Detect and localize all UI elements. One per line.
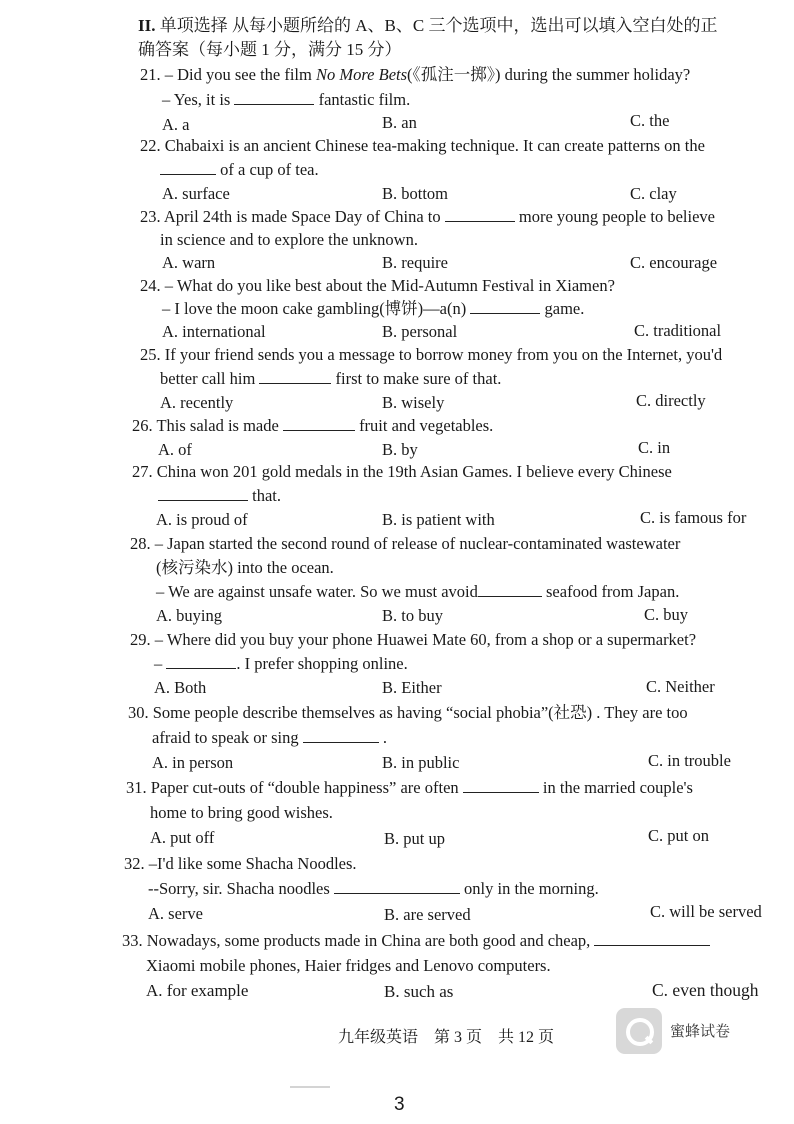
question-30-cont: afraid to speak or sing .: [152, 728, 387, 747]
option-b: B. in public: [382, 753, 460, 772]
answer-blank: [259, 369, 331, 384]
option-a: A. of: [158, 440, 192, 459]
option-c: C. the: [630, 111, 670, 130]
question-30: 30. Some people describe themselves as having “social phobia”(社恐) . They are too: [128, 703, 688, 722]
question-24: 24. – What do you like best about the Mid-Autumn Festival in Xiamen?: [140, 276, 615, 295]
question-29-answer-line: – . I prefer shopping online.: [154, 654, 408, 673]
option-b: B. are served: [384, 905, 471, 924]
question-24-answer-line: – I love the moon cake gambling(博饼)—a(n) game.: [162, 299, 585, 318]
option-a: A. serve: [148, 904, 203, 923]
answer-blank: [283, 416, 355, 431]
answer-blank: [334, 879, 460, 894]
footer-subject: 九年级英语: [338, 1029, 419, 1046]
answer-blank: [445, 207, 515, 222]
option-a: A. in person: [152, 753, 234, 772]
section-instruction-cont: 确答案（每小题 1 分，满分 15 分）: [138, 40, 402, 59]
option-b: B. to buy: [382, 606, 443, 625]
option-c: C. put on: [648, 826, 709, 845]
page-number: 3: [394, 1094, 405, 1115]
option-c: C. will be served: [650, 902, 762, 921]
question-23: 23. April 24th is made Space Day of China to more young people to believe: [140, 207, 715, 226]
answer-blank: [594, 931, 710, 946]
question-21-answer-line: – Yes, it is fantastic film.: [162, 90, 411, 109]
answer-blank: [158, 486, 248, 501]
option-c: C. clay: [630, 184, 677, 203]
option-c: C. is famous for: [640, 508, 747, 527]
answer-blank: [303, 728, 379, 743]
question-31-cont: home to bring good wishes.: [150, 803, 333, 822]
option-b: B. is patient with: [382, 510, 495, 529]
question-31: 31. Paper cut-outs of “double happiness” are often in the married couple's: [126, 778, 693, 797]
section-title: [138, 14, 778, 62]
option-c: C. buy: [644, 605, 689, 624]
option-c: C. even though: [652, 980, 759, 1000]
question-27-cont: that.: [158, 484, 281, 507]
footer-total: 共 12 页: [498, 1029, 555, 1046]
option-a: A. for example: [146, 981, 249, 1000]
question-32-answer-line: --Sorry, sir. Shacha noodles only in the morning.: [148, 879, 599, 898]
answer-blank: [478, 582, 542, 597]
answer-blank: [234, 90, 314, 105]
option-a: A. surface: [162, 184, 230, 203]
page-footer: [338, 1024, 566, 1047]
question-23-cont: in science and to explore the unknown.: [160, 230, 418, 249]
question-26: 26. This salad is made fruit and vegetables.: [132, 416, 494, 435]
question-33: 33. Nowadays, some products made in China are both good and cheap,: [122, 929, 710, 952]
option-a: A. a: [162, 115, 190, 134]
option-a: A. put off: [150, 828, 215, 847]
option-a: A. warn: [162, 253, 216, 272]
option-b: B. require: [382, 253, 448, 272]
question-29: 29. – Where did you buy your phone Huawei Mate 60, from a shop or a supermarket?: [130, 630, 697, 649]
question-25: 25. If your friend sends you a message to borrow money from you on the Internet, you'd: [140, 345, 723, 364]
question-22-cont: of a cup of tea.: [160, 158, 319, 181]
answer-blank: [160, 160, 216, 175]
option-b: B. bottom: [382, 184, 449, 203]
option-a: A. recently: [160, 393, 234, 412]
option-c: C. traditional: [634, 321, 722, 340]
option-a: A. international: [162, 322, 266, 341]
answer-blank: [470, 299, 540, 314]
question-32: 32. –I'd like some Shacha Noodles.: [124, 854, 357, 873]
option-b: B. personal: [382, 322, 458, 341]
section-instruction: 单项选择 从每小题所给的 A、B、C 三个选项中，选出可以填入空白处的正: [159, 16, 718, 35]
footer-page: 第 3 页: [434, 1029, 483, 1046]
option-b: B. put up: [384, 829, 445, 848]
film-title: No More Bets: [315, 65, 408, 84]
option-c: C. directly: [636, 391, 706, 410]
option-c: C. in: [638, 438, 671, 457]
option-a: A. Both: [154, 678, 207, 697]
option-b: B. by: [382, 440, 418, 459]
option-b: B. Either: [382, 678, 442, 697]
option-c: C. in trouble: [648, 751, 731, 770]
option-b: B. wisely: [382, 393, 445, 412]
option-a: A. is proud of: [156, 510, 248, 529]
scan-mark: [290, 1086, 330, 1088]
question-27: 27. China won 201 gold medals in the 19th Asian Games. I believe every Chinese: [132, 462, 672, 481]
question-33-cont: Xiaomi mobile phones, Haier fridges and Lenovo computers.: [146, 956, 551, 975]
question-21: 21. – Did you see the film No More Bets(《孤注一掷》) during the summer holiday?: [140, 65, 691, 84]
option-a: A. buying: [156, 606, 222, 625]
question-22: 22. Chabaixi is an ancient Chinese tea-making technique. It can create patterns on the: [140, 136, 705, 155]
option-c: C. encourage: [630, 253, 718, 272]
question-28: 28. – Japan started the second round of release of nuclear-contaminated wastewater: [130, 534, 681, 553]
question-28-cont: (核污染水) into the ocean.: [156, 558, 334, 577]
answer-blank: [166, 654, 236, 669]
option-c: C. Neither: [646, 677, 715, 696]
search-magnifier-icon: [616, 1008, 662, 1054]
option-b: B. such as: [384, 982, 454, 1001]
option-b: B. an: [382, 113, 417, 132]
question-25-cont: better call him first to make sure of that.: [160, 369, 502, 388]
answer-blank: [463, 778, 539, 793]
question-28-answer-line: – We are against unsafe water. So we must avoid seafood from Japan.: [156, 582, 680, 601]
section-number: II.: [138, 16, 156, 35]
watermark-logo-text: 蜜蜂试卷: [670, 1022, 731, 1040]
